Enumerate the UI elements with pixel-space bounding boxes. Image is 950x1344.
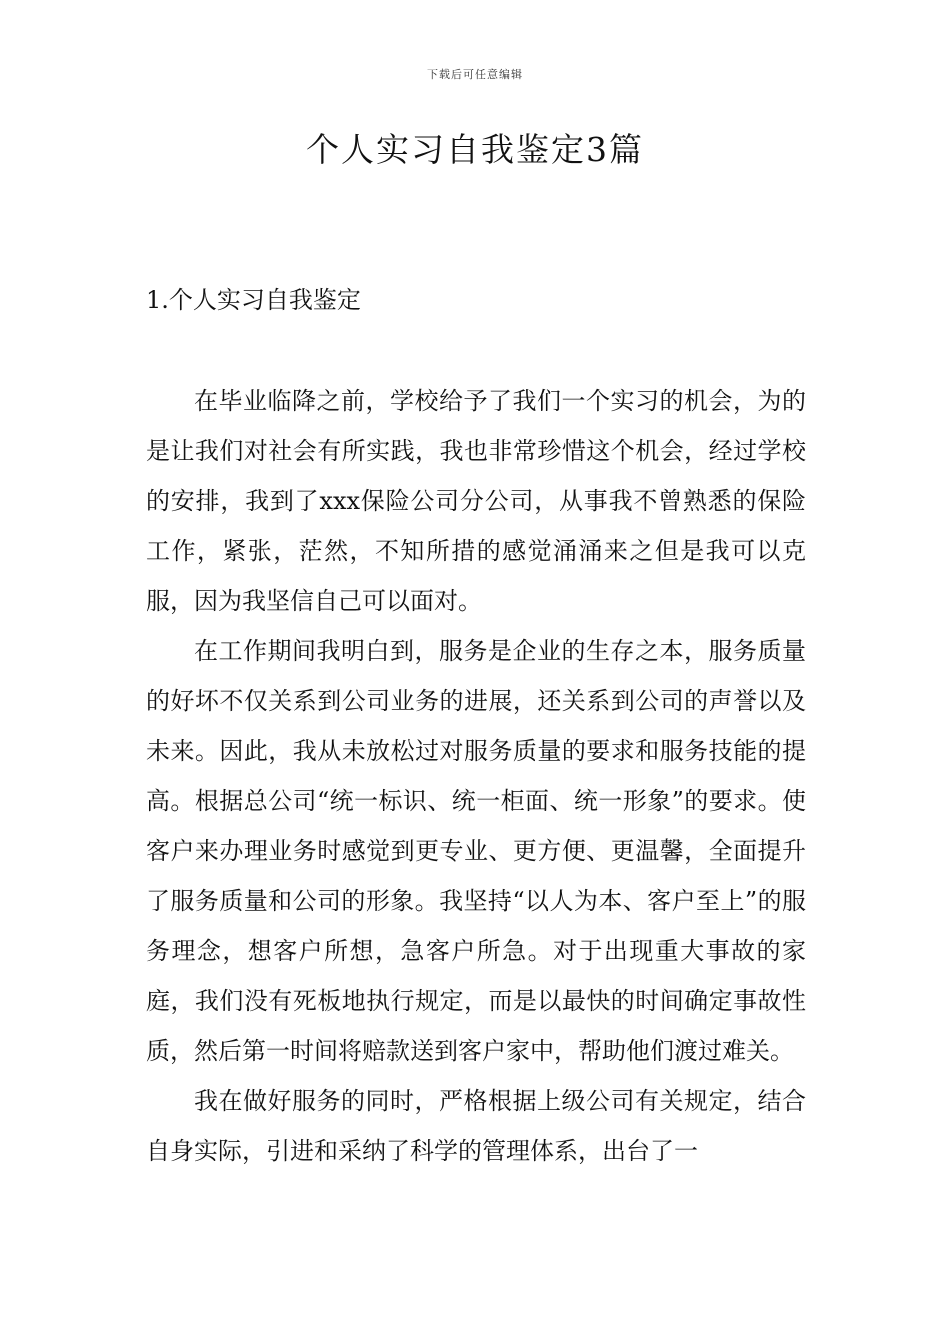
paragraph: 在毕业临降之前，学校给予了我们一个实习的机会，为的是让我们对社会有所实践，我也非常珍惜这个机会，经过学校的安排，我到了xxx保险公司分公司，从事我不曾熟悉的保险工作，紧张，茫然，不知所措的感觉涌涌来之但是我可以克服，因为我坚信自己可以面对。 <box>146 387 806 615</box>
paragraph: 在工作期间我明白到，服务是企业的生存之本，服务质量的好坏不仅关系到公司业务的进展，还关系到公司的声誉以及未来。因此，我从未放松过对服务质量的要求和服务技能的提高。根据总公司“统一标识、统一柜面、统一形象”的要求。使客户来办理业务时感觉到更专业、更方便、更温馨，全面提升了服务质量和公司的形象。我坚持“以人为本、客户至上”的服务理念，想客户所想，急客户所急。对于出现重大事故的家庭，我们没有死板地执行规定，而是以最快的时间确定事故性质，然后第一时间将赔款送到客户家中，帮助他们渡过难关。 <box>146 637 806 1065</box>
header-note: 下载后可任意编辑 <box>427 68 523 81</box>
section-heading: 1.个人实习自我鉴定 <box>146 286 361 314</box>
paragraph: 我在做好服务的同时，严格根据上级公司有关规定，结合自身实际，引进和采纳了科学的管理体系，出台了一 <box>146 1087 806 1165</box>
document-title: 个人实习自我鉴定3篇 <box>306 130 644 169</box>
body-text <box>146 376 806 1176</box>
